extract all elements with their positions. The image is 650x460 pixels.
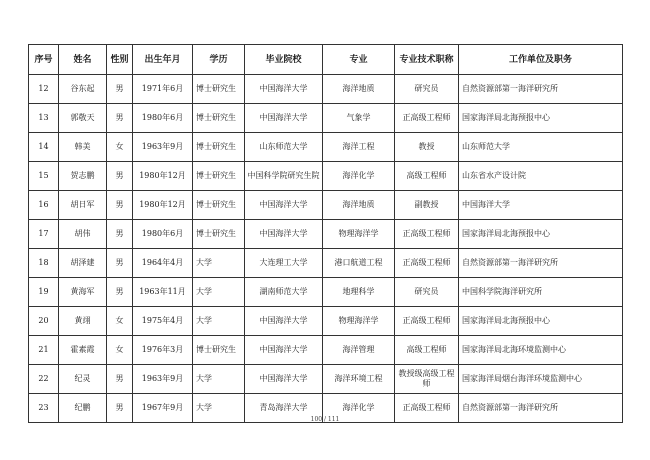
cell-gender: 女 [107, 307, 133, 336]
cell-name: 霍素霞 [59, 336, 107, 365]
cell-major: 海洋环境工程 [323, 365, 395, 394]
column-header-index: 序号 [29, 45, 59, 75]
cell-education: 博士研究生 [193, 104, 245, 133]
cell-gender: 男 [107, 365, 133, 394]
cell-index: 19 [29, 278, 59, 307]
table-row [29, 220, 623, 249]
cell-title: 正高级工程师 [395, 220, 459, 249]
column-header-birth: 出生年月 [133, 45, 193, 75]
cell-birth: 1980年6月 [133, 104, 193, 133]
cell-name: 胡伟 [59, 220, 107, 249]
cell-employer: 国家海洋局北海预报中心 [459, 307, 623, 336]
cell-gender: 女 [107, 133, 133, 162]
cell-birth: 1980年12月 [133, 162, 193, 191]
cell-major: 地理科学 [323, 278, 395, 307]
cell-school: 中国海洋大学 [245, 365, 323, 394]
cell-name: 胡日军 [59, 191, 107, 220]
cell-name: 纪灵 [59, 365, 107, 394]
cell-birth: 1971年6月 [133, 75, 193, 104]
column-header-education: 学历 [193, 45, 245, 75]
cell-employer: 自然资源部第一海洋研究所 [459, 75, 623, 104]
cell-index: 12 [29, 75, 59, 104]
table-row [29, 133, 623, 162]
cell-index: 20 [29, 307, 59, 336]
cell-employer: 国家海洋局北海预报中心 [459, 104, 623, 133]
cell-gender: 女 [107, 336, 133, 365]
cell-gender: 男 [107, 75, 133, 104]
cell-name: 胡泽建 [59, 249, 107, 278]
cell-name: 郭敬天 [59, 104, 107, 133]
cell-name: 黄海军 [59, 278, 107, 307]
cell-school: 大连理工大学 [245, 249, 323, 278]
column-header-major: 专业 [323, 45, 395, 75]
table-row [29, 75, 623, 104]
cell-major: 海洋地质 [323, 191, 395, 220]
cell-name: 纪鹏 [59, 394, 107, 423]
cell-education: 大学 [193, 365, 245, 394]
roster-table [28, 44, 623, 423]
cell-title: 教授级高级工程师 [395, 365, 459, 394]
cell-education: 大学 [193, 278, 245, 307]
cell-name: 贺志鹏 [59, 162, 107, 191]
cell-index: 18 [29, 249, 59, 278]
table-row [29, 249, 623, 278]
header-row [29, 45, 623, 75]
cell-title: 研究员 [395, 278, 459, 307]
cell-major: 海洋化学 [323, 394, 395, 423]
cell-major: 气象学 [323, 104, 395, 133]
page-number: 100 / 111 [310, 416, 340, 423]
cell-index: 16 [29, 191, 59, 220]
cell-education: 博士研究生 [193, 162, 245, 191]
cell-education: 博士研究生 [193, 336, 245, 365]
cell-employer: 山东省水产设计院 [459, 162, 623, 191]
cell-major: 物理海洋学 [323, 220, 395, 249]
column-header-employer: 工作单位及职务 [459, 45, 623, 75]
cell-index: 23 [29, 394, 59, 423]
cell-index: 13 [29, 104, 59, 133]
cell-gender: 男 [107, 220, 133, 249]
cell-school: 中国海洋大学 [245, 336, 323, 365]
cell-education: 大学 [193, 394, 245, 423]
table-row [29, 278, 623, 307]
cell-index: 17 [29, 220, 59, 249]
cell-birth: 1980年6月 [133, 220, 193, 249]
cell-title: 教授 [395, 133, 459, 162]
cell-name: 韩美 [59, 133, 107, 162]
cell-school: 湖南师范大学 [245, 278, 323, 307]
cell-major: 海洋工程 [323, 133, 395, 162]
cell-index: 21 [29, 336, 59, 365]
column-header-name: 姓名 [59, 45, 107, 75]
cell-title: 副教授 [395, 191, 459, 220]
cell-education: 博士研究生 [193, 191, 245, 220]
cell-school: 中国海洋大学 [245, 75, 323, 104]
cell-birth: 1976年3月 [133, 336, 193, 365]
cell-title: 正高级工程师 [395, 394, 459, 423]
cell-gender: 男 [107, 278, 133, 307]
table-body [29, 75, 623, 423]
cell-employer: 自然资源部第一海洋研究所 [459, 394, 623, 423]
cell-name: 谷东起 [59, 75, 107, 104]
cell-index: 14 [29, 133, 59, 162]
cell-gender: 男 [107, 249, 133, 278]
table-row [29, 336, 623, 365]
table-row [29, 191, 623, 220]
table-row [29, 162, 623, 191]
cell-index: 15 [29, 162, 59, 191]
cell-school: 青岛海洋大学 [245, 394, 323, 423]
cell-employer: 国家海洋局北海环境监测中心 [459, 336, 623, 365]
cell-birth: 1963年9月 [133, 133, 193, 162]
cell-employer: 中国科学院海洋研究所 [459, 278, 623, 307]
cell-school: 中国海洋大学 [245, 104, 323, 133]
cell-education: 博士研究生 [193, 133, 245, 162]
cell-education: 大学 [193, 307, 245, 336]
cell-title: 研究员 [395, 75, 459, 104]
cell-education: 博士研究生 [193, 75, 245, 104]
cell-school: 中国科学院研究生院 [245, 162, 323, 191]
cell-birth: 1963年11月 [133, 278, 193, 307]
cell-employer: 自然资源部第一海洋研究所 [459, 249, 623, 278]
cell-index: 22 [29, 365, 59, 394]
cell-title: 高级工程师 [395, 162, 459, 191]
column-header-school: 毕业院校 [245, 45, 323, 75]
cell-gender: 男 [107, 104, 133, 133]
cell-birth: 1980年12月 [133, 191, 193, 220]
cell-school: 中国海洋大学 [245, 220, 323, 249]
cell-gender: 男 [107, 191, 133, 220]
cell-birth: 1967年9月 [133, 394, 193, 423]
cell-employer: 中国海洋大学 [459, 191, 623, 220]
cell-education: 博士研究生 [193, 220, 245, 249]
cell-name: 黄翊 [59, 307, 107, 336]
cell-title: 正高级工程师 [395, 104, 459, 133]
cell-title: 正高级工程师 [395, 249, 459, 278]
table-row [29, 104, 623, 133]
cell-employer: 国家海洋局北海预报中心 [459, 220, 623, 249]
cell-title: 正高级工程师 [395, 307, 459, 336]
column-header-gender: 性别 [107, 45, 133, 75]
cell-major: 海洋地质 [323, 75, 395, 104]
cell-major: 海洋管理 [323, 336, 395, 365]
cell-education: 大学 [193, 249, 245, 278]
cell-major: 物理海洋学 [323, 307, 395, 336]
cell-gender: 男 [107, 394, 133, 423]
cell-school: 山东师范大学 [245, 133, 323, 162]
table-row [29, 307, 623, 336]
cell-employer: 山东师范大学 [459, 133, 623, 162]
cell-title: 高级工程师 [395, 336, 459, 365]
cell-school: 中国海洋大学 [245, 307, 323, 336]
cell-gender: 男 [107, 162, 133, 191]
cell-major: 港口航道工程 [323, 249, 395, 278]
cell-birth: 1975年4月 [133, 307, 193, 336]
cell-birth: 1964年4月 [133, 249, 193, 278]
cell-school: 中国海洋大学 [245, 191, 323, 220]
cell-employer: 国家海洋局烟台海洋环境监测中心 [459, 365, 623, 394]
column-header-title: 专业技术职称 [395, 45, 459, 75]
table-row [29, 365, 623, 394]
cell-birth: 1963年9月 [133, 365, 193, 394]
cell-major: 海洋化学 [323, 162, 395, 191]
